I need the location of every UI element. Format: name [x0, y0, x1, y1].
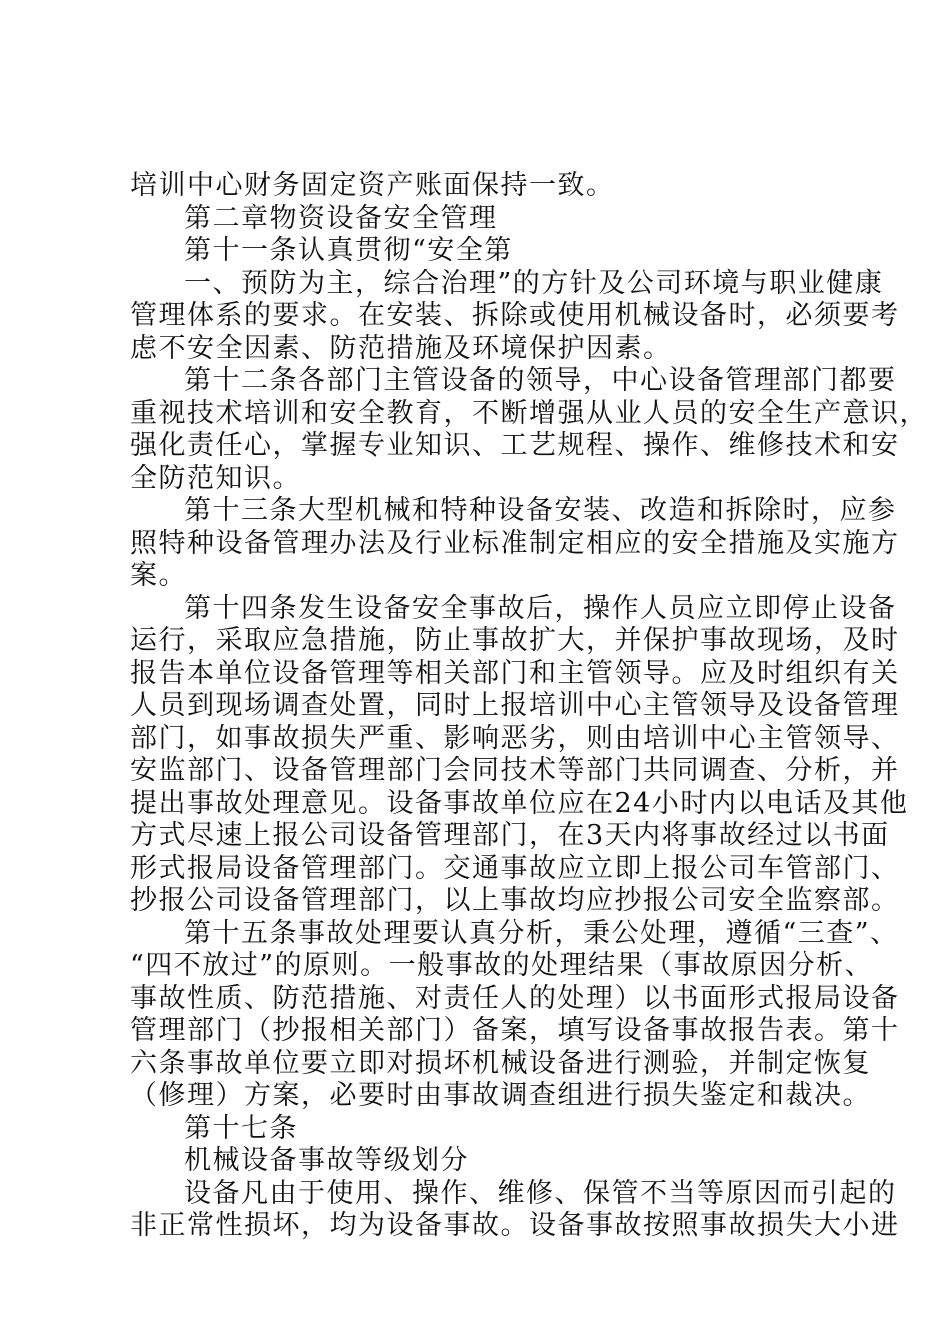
- section-heading: 机械设备事故等级划分: [184, 1145, 469, 1176]
- text-line: 六条事故单位要立即对损坏机械设备进行测验，并制定恢复: [130, 1047, 871, 1079]
- article-heading: 第十七条: [184, 1112, 298, 1144]
- text-line: 照特种设备管理办法及行业标准制定相应的安全措施及实施方: [130, 527, 900, 559]
- text-line: 安监部门、设备管理部门会同技术等部门共同调查、分析，并: [130, 755, 900, 786]
- text-line: 非正常性损坏，均为设备事故。设备事故按照事故损失大小进: [130, 1210, 900, 1241]
- text-line: 案。: [130, 560, 187, 591]
- text-line: 方式尽速上报公司设备管理部门，在3天内将事故经过以书面: [130, 820, 890, 851]
- text-line: 强化责任心，掌握专业知识、工艺规程、操作、维修技术和安: [130, 430, 900, 461]
- text-line: 第十二条各部门主管设备的领导，中心设备管理部门都要: [184, 365, 897, 396]
- text-line: 第十四条发生设备安全事故后，操作人员应立即停止设备: [184, 592, 897, 624]
- chapter-heading: 第二章物资设备安全管理: [184, 202, 498, 234]
- text-line: 设备凡由于使用、操作、维修、保管不当等原因而引起的: [184, 1177, 897, 1209]
- document-body: [130, 170, 928, 1243]
- text-line: 重视技术培训和安全教育，不断增强从业人员的安全生产意识，: [130, 397, 928, 429]
- text-line: 人员到现场调查处置，同时上报培训中心主管领导及设备管理: [130, 690, 900, 721]
- text-line: 事故性质、防范措施、对责任人的处理）以书面形式报局设备: [130, 982, 900, 1014]
- text-line: 运行，采取应急措施，防止事故扩大，并保护事故现场，及时: [130, 625, 900, 656]
- text-line: 全防范知识。: [130, 462, 301, 494]
- text-line: 培训中心财务固定资产账面保持一致。: [130, 170, 615, 201]
- text-line: 管理体系的要求。在安装、拆除或使用机械设备时，必须要考: [130, 300, 900, 331]
- text-line: 第十五条事故处理要认真分析，秉公处理，遵循“三查”、: [184, 917, 899, 949]
- text-line: 形式报局设备管理部门。交通事故应立即上报公司车管部门、: [130, 852, 900, 884]
- article-heading: 第十一条认真贯彻“安全第: [184, 235, 513, 266]
- text-line: 一、预防为主，综合治理”的方针及公司环境与职业健康: [184, 267, 884, 299]
- text-line: 虑不安全因素、防范措施及环境保护因素。: [130, 332, 672, 364]
- text-line: （修理）方案，必要时由事故调查组进行损失鉴定和裁决。: [130, 1080, 871, 1111]
- text-line: 管理部门（抄报相关部门）备案，填写设备事故报告表。第十: [130, 1015, 900, 1046]
- text-line: 提出事故处理意见。设备事故单位应在24小时内以电话及其他: [130, 787, 909, 819]
- text-line: 第十三条大型机械和特种设备安装、改造和拆除时，应参: [184, 495, 897, 526]
- text-line: 部门，如事故损失严重、影响恶劣，则由培训中心主管领导、: [130, 722, 900, 754]
- text-line: 抄报公司设备管理部门，以上事故均应抄报公司安全监察部。: [130, 885, 900, 916]
- text-line: “四不放过”的原则。一般事故的处理结果（事故原因分析、: [130, 950, 874, 981]
- text-line: 报告本单位设备管理等相关部门和主管领导。应及时组织有关: [130, 657, 900, 689]
